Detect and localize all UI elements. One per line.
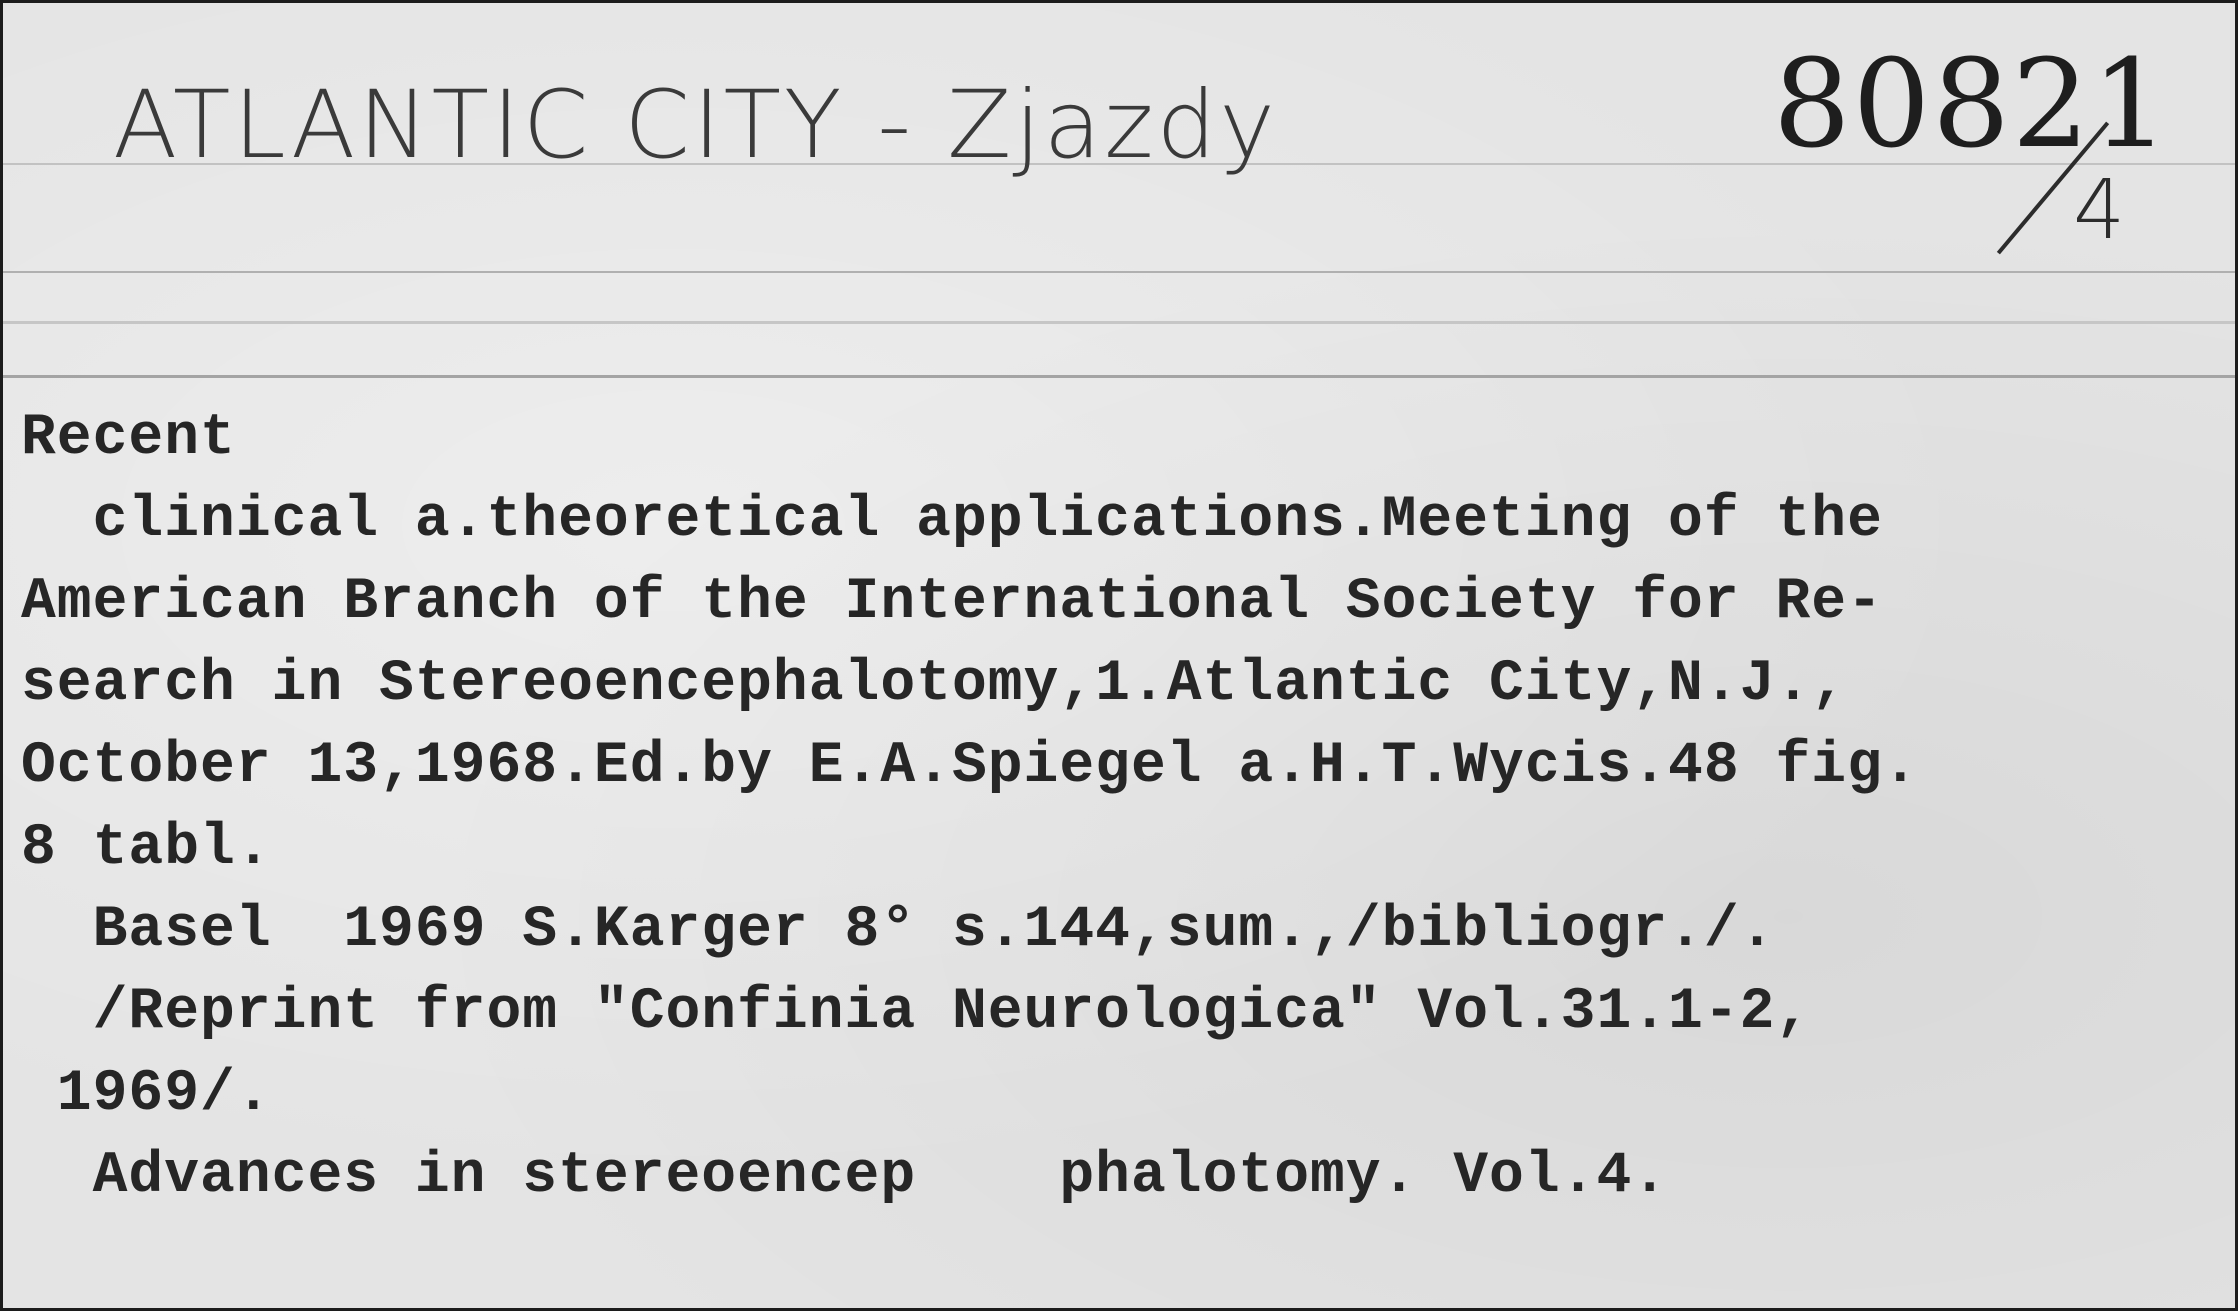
entry-line: 1969/. [21, 1062, 272, 1127]
card-rule [3, 271, 2235, 273]
entry-line: American Branch of the International Society for Re- [21, 570, 1883, 635]
card-heading: ATLANTIC CITY - Zjazdy [113, 71, 1278, 180]
entry-line: 8 tabl. [21, 816, 272, 881]
entry-line: Advances in stereoencep phalotomy. Vol.4. [21, 1144, 1669, 1209]
entry-line: Basel 1969 S.Karger 8° s.144,sum.,/bibliogr./. [21, 898, 1776, 963]
call-number-suffix: 4 [2073, 163, 2126, 258]
entry-line: October 13,1968.Ed.by E.A.Spiegel a.H.T.Wycis.48 fig. [21, 734, 1919, 799]
entry-text [21, 398, 2221, 1218]
card-rule [3, 321, 2235, 324]
entry-line: search in Stereoencephalotomy,1.Atlantic City,N.J., [21, 652, 1848, 717]
entry-line: clinical a.theoretical applications.Meeting of the [21, 488, 1883, 553]
card-rule [3, 375, 2235, 378]
entry-line: /Reprint from "Confinia Neurologica" Vol.31.1-2, [21, 980, 1812, 1045]
call-number: 80821 [1773, 33, 2172, 175]
entry-line: Recent [21, 406, 236, 471]
